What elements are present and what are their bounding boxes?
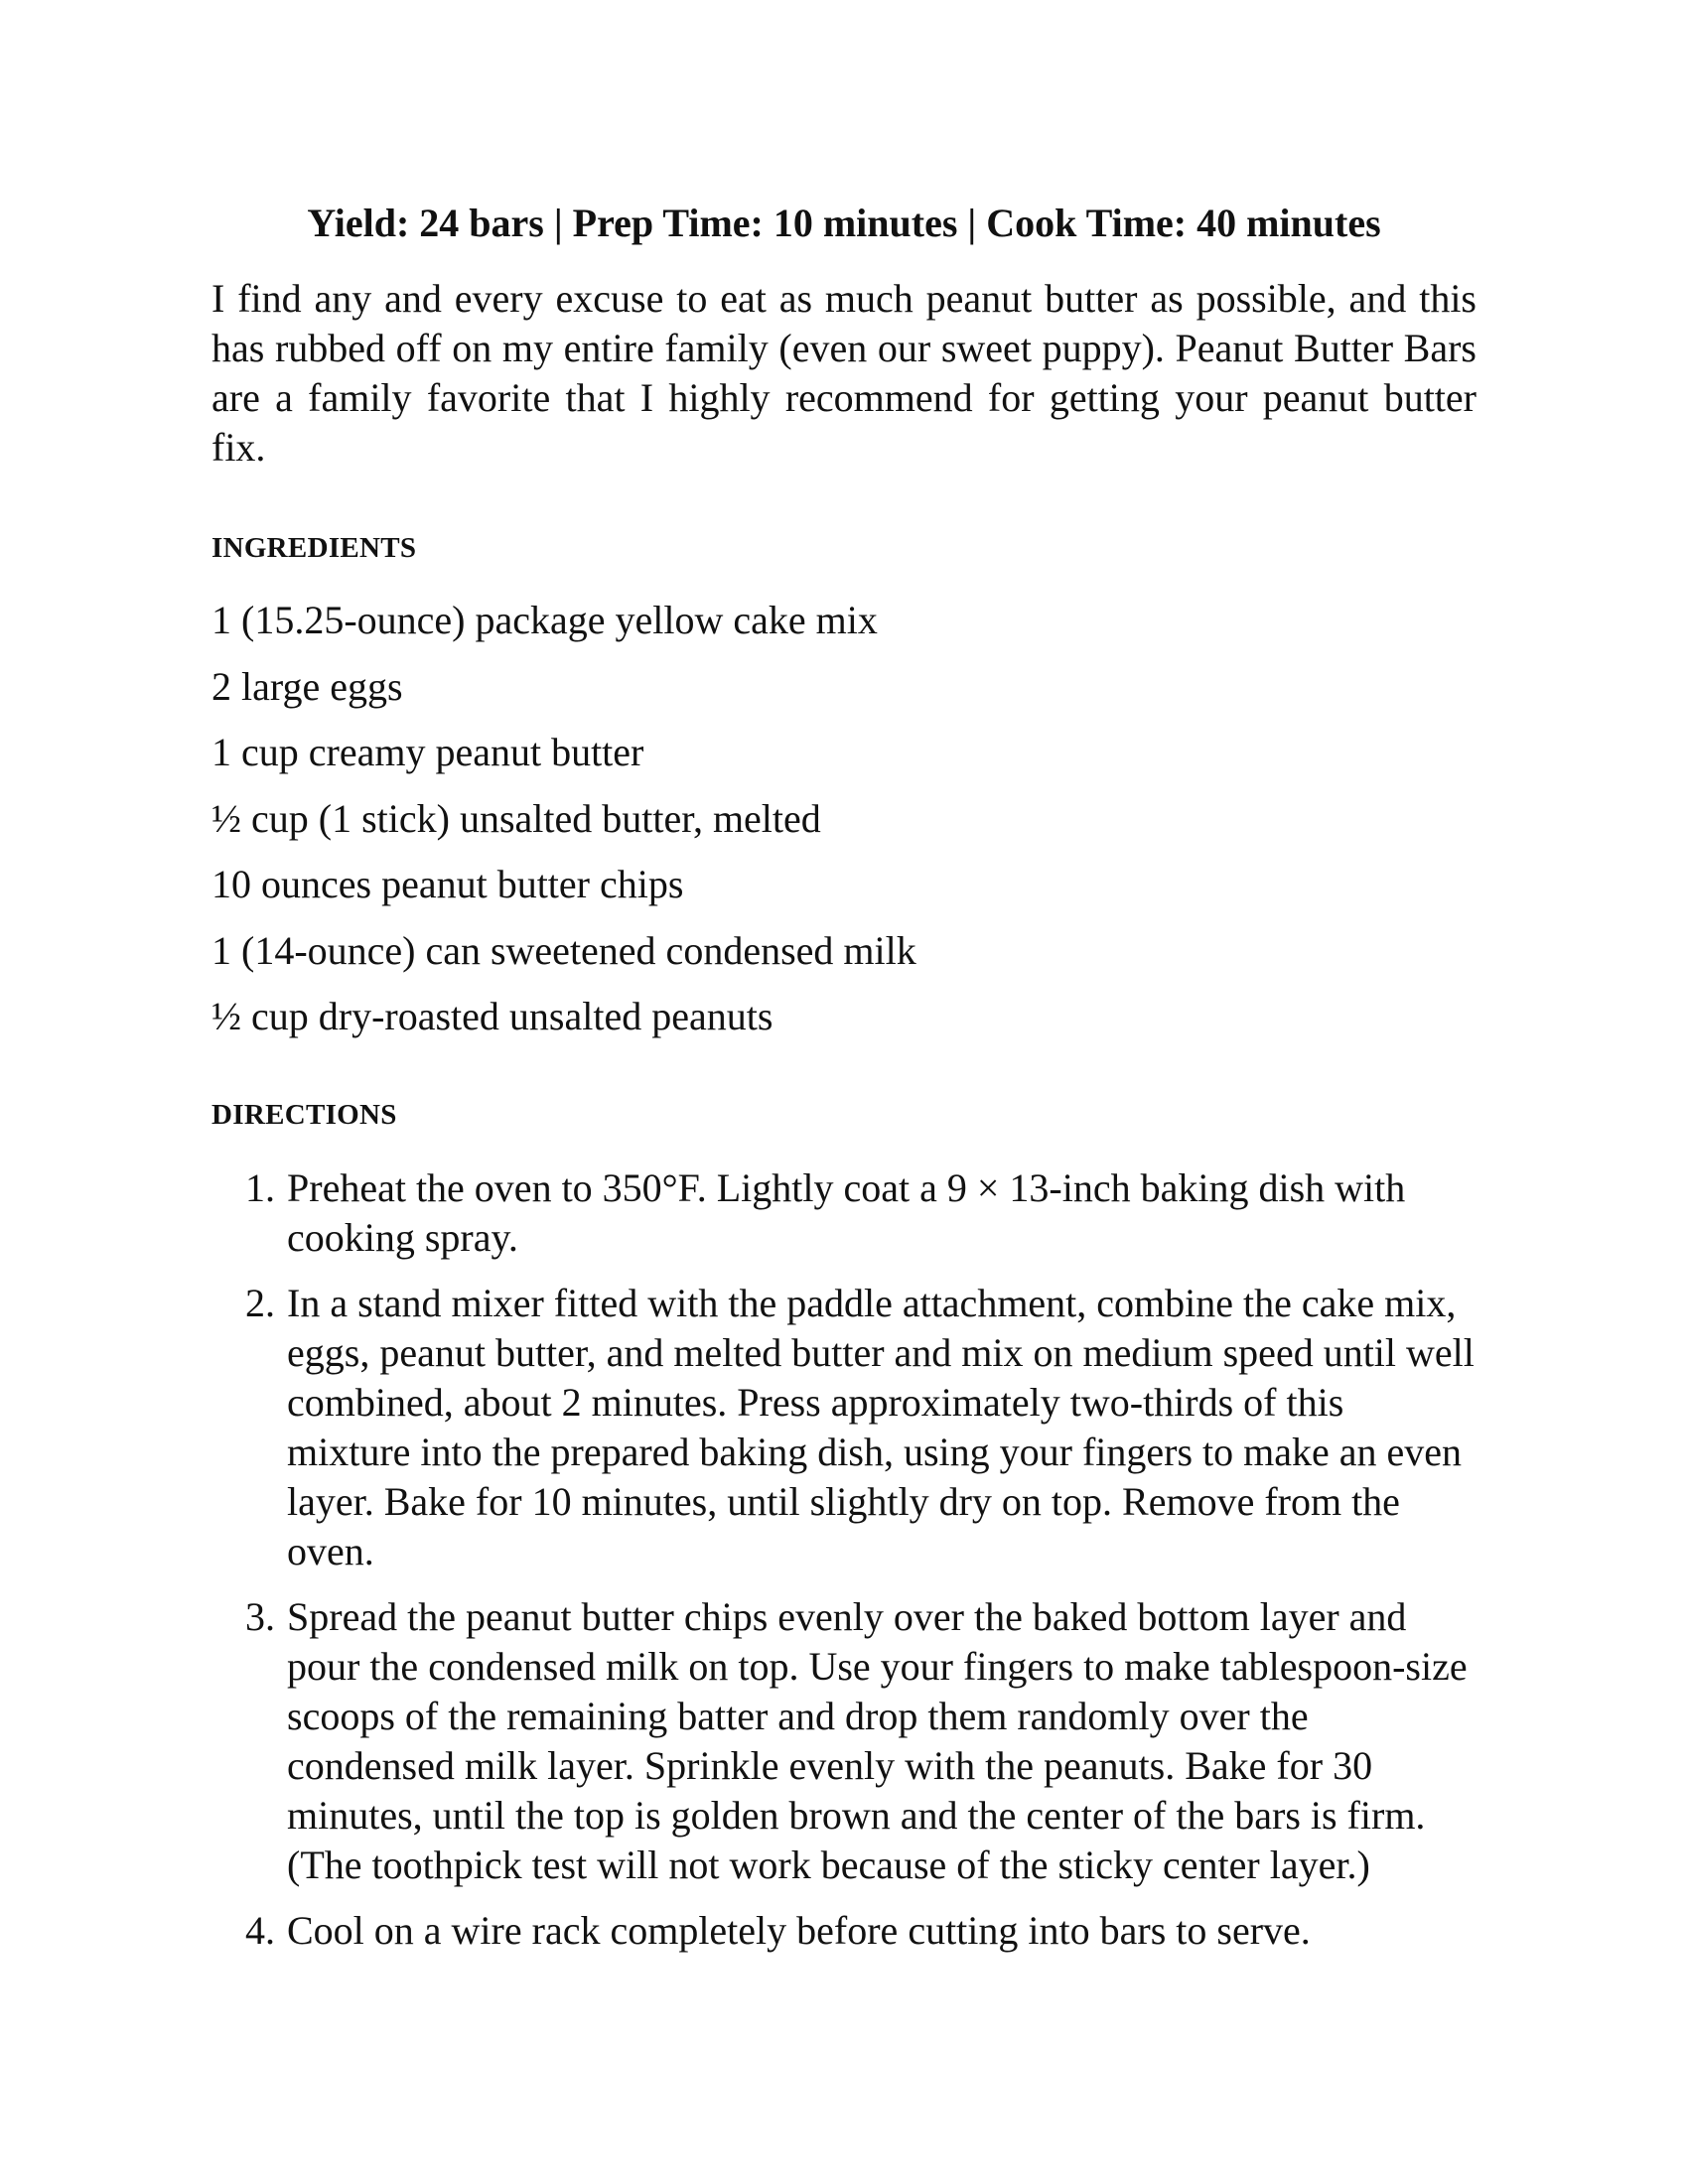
step-gap	[275, 1592, 287, 1890]
ingredient-item: 2 large eggs	[211, 663, 403, 709]
step-text: Spread the peanut butter chips evenly over the baked bottom layer and pour the condensed milk on top. Use your fingers to make tablespoon-size scoops of the remaining batter and drop them randomly over the condensed milk layer. Sprinkle evenly with the peanuts. Bake for 30 minutes, until the top is golden brown and the center of the bars is firm. (The toothpick test will not work because of the sticky center layer.)	[287, 1594, 1468, 1887]
recipe-meta-line: Yield: 24 bars | Prep Time: 10 minutes | Cook Time: 40 minutes	[307, 201, 1381, 245]
ingredient-item: 1 cup creamy peanut butter	[211, 730, 644, 774]
step-gap	[275, 1163, 287, 1263]
direction-step	[211, 1163, 1477, 1263]
ingredients-heading: INGREDIENTS	[211, 532, 417, 564]
step-number: 4.	[245, 1908, 275, 1953]
ingredient-item: 1 (15.25-ounce) package yellow cake mix	[211, 598, 878, 642]
step-gap	[275, 1279, 287, 1576]
step-text: Preheat the oven to 350°F. Lightly coat a 9 × 13-inch baking dish with cooking spray.	[287, 1165, 1406, 1260]
step-number: 3.	[245, 1594, 275, 1639]
ingredient-item: 10 ounces peanut butter chips	[211, 862, 684, 906]
step-number: 1.	[245, 1165, 275, 1210]
ingredient-item: 1 (14-ounce) can sweetened condensed milk	[211, 927, 916, 973]
recipe-page	[211, 0, 1477, 2184]
direction-step	[211, 1592, 1477, 1890]
step-text: In a stand mixer fitted with the paddle attachment, combine the cake mix, eggs, peanut butter, and melted butter and mix on medium speed until well combined, about 2 minutes. Press approximately two-thirds of this mixture into the prepared baking dish, using your fingers to make an even layer. Bake for 10 minutes, until slightly dry on top. Remove from the oven.	[287, 1281, 1475, 1573]
step-number: 2.	[245, 1281, 275, 1325]
ingredient-item: ½ cup (1 stick) unsalted butter, melted	[211, 795, 821, 841]
ingredient-item: ½ cup dry-roasted unsalted peanuts	[211, 994, 774, 1038]
recipe-intro: I find any and every excuse to eat as much peanut butter as possible, and this has rubbed off on my entire family (even our sweet puppy). Peanut Butter Bars are a family favorite that I highly recommend for getting your peanut butter fix.	[211, 276, 1477, 470]
step-gap	[275, 1906, 287, 1956]
direction-step	[211, 1906, 1477, 1956]
directions-heading: DIRECTIONS	[211, 1099, 397, 1131]
ingredients-list	[211, 596, 1477, 1058]
step-text: Cool on a wire rack completely before cutting into bars to serve.	[287, 1908, 1311, 1953]
direction-step	[211, 1279, 1477, 1576]
directions-list	[211, 1163, 1477, 1972]
